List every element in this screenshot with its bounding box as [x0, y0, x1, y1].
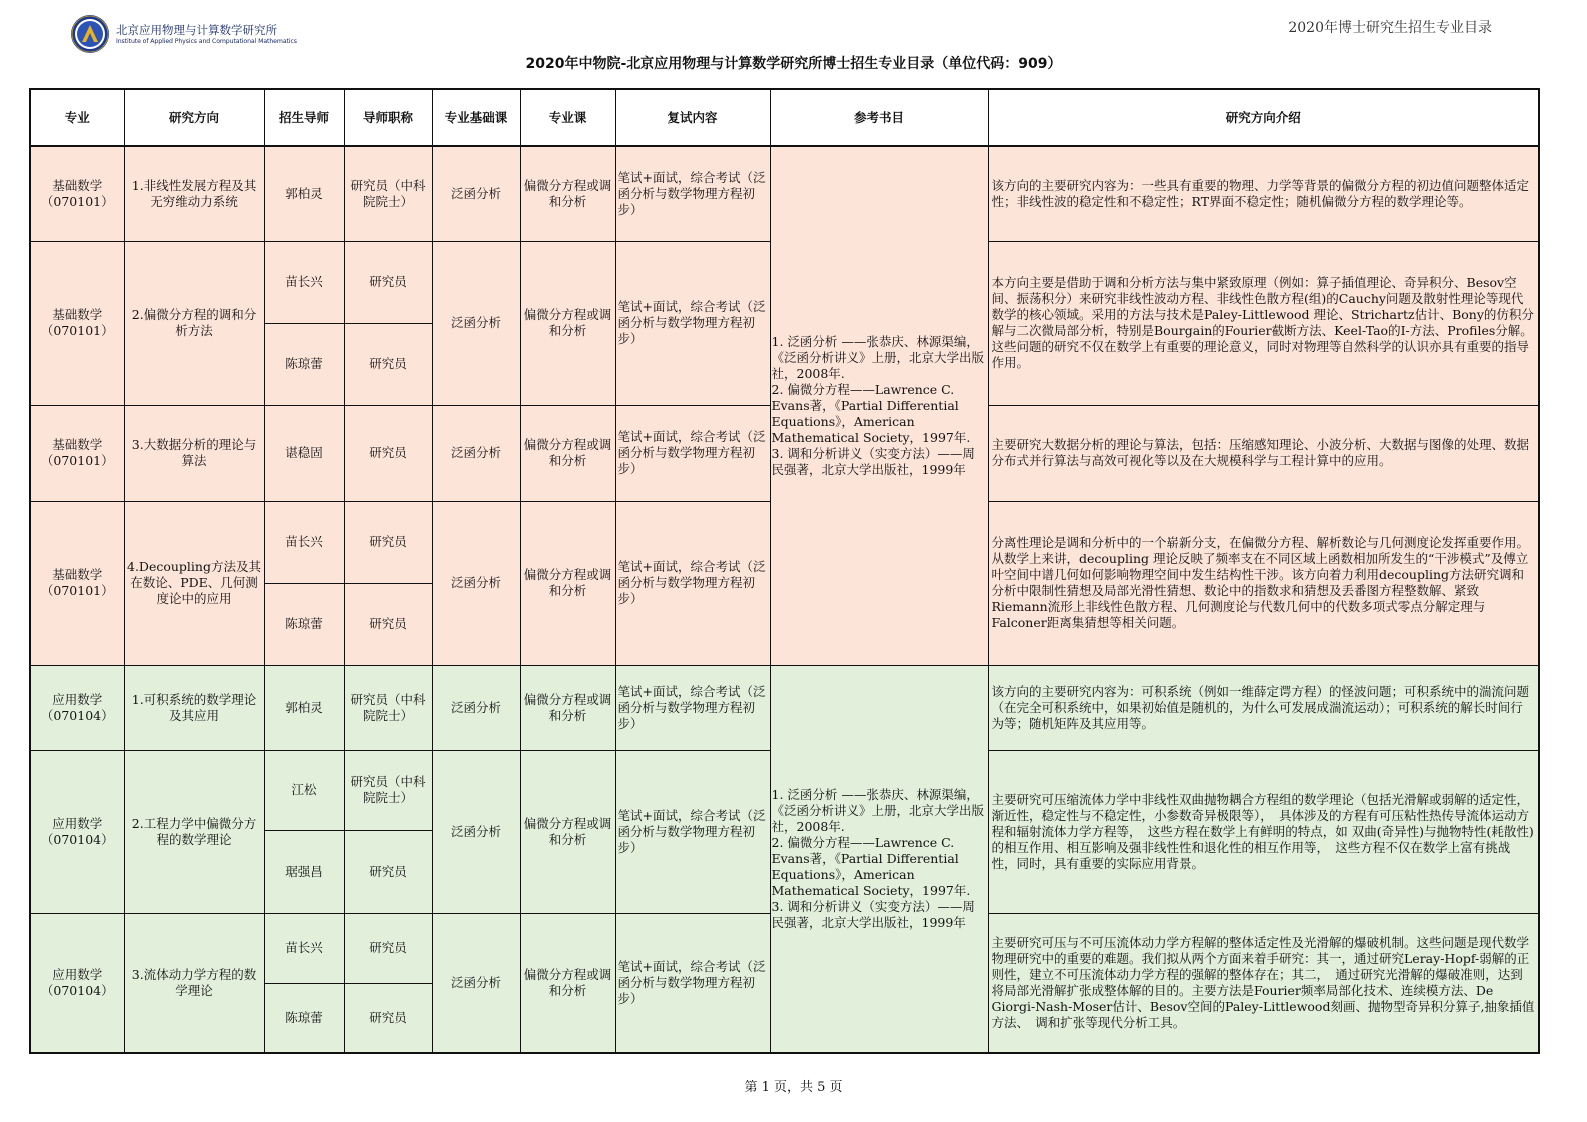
advisor-title: 研究员（中科院院士） [344, 750, 432, 830]
retest-cell: 笔试+面试，综合考试（泛函分析与数学物理方程初步） [615, 665, 770, 750]
col-header-retest: 复试内容 [615, 89, 770, 146]
intro-cell: 主要研究可压缩流体力学中非线性双曲抛物耦合方程组的数学理论（包括光滑解或弱解的适定性，渐近性，稳定性与不稳定性，小参数奇异极限等）， 具体涉及的方程有可压粘性热传导流体运动方程和辐射流体力学方程等， 这些方程在数学上有鲜明的特点，如 双曲(奇异性)与抛物特性(耗散性)的相互作用、相互影响及强非线性性和退化性的相互作用等， 这些方程不仅在数学上富有挑战性，同时，具有重要的实际应用背景。 [988, 750, 1539, 913]
advisor-title: 研究员 [344, 983, 432, 1053]
col-header-advisor-title: 导师职称 [344, 89, 432, 146]
direction-cell: 2.偏微分方程的调和分析方法 [124, 241, 264, 405]
catalog-table [29, 88, 1540, 1054]
major-cell: 基础数学（070101） [30, 501, 124, 665]
advisor-title: 研究员 [344, 501, 432, 583]
running-header: 2020年博士研究生招生专业目录 [1288, 20, 1492, 36]
major-cell: 基础数学（070101） [30, 146, 124, 241]
direction-cell: 3.大数据分析的理论与算法 [124, 405, 264, 501]
table-row [30, 665, 1539, 750]
major-course-cell: 偏微分方程或调和分析 [520, 241, 615, 405]
col-header-major-course: 专业课 [520, 89, 615, 146]
org-name-cn: 北京应用物理与计算数学研究所 [116, 23, 277, 37]
advisor-name: 郭柏灵 [264, 665, 344, 750]
advisor-name: 琚强昌 [264, 830, 344, 913]
basic-course-cell: 泛函分析 [432, 665, 520, 750]
advisor-name: 陈琼蕾 [264, 583, 344, 665]
reference-books-cell: 1. 泛函分析 ——张恭庆、林源渠编，《泛函分析讲义》上册，北京大学出版社，2008年. 2. 偏微分方程——Lawrence C. Evans著，《Partial Differential Equations》，American Mathematical Society，1997年. 3. 调和分析讲义（实变方法）——周民强著，北京大学出版社，1999年 [770, 665, 988, 1053]
advisor-title: 研究员 [344, 830, 432, 913]
institute-seal-icon [70, 14, 110, 54]
direction-cell: 2.工程力学中偏微分方程的数学理论 [124, 750, 264, 913]
retest-cell: 笔试+面试，综合考试（泛函分析与数学物理方程初步） [615, 241, 770, 405]
intro-cell: 本方向主要是借助于调和分析方法与集中紧致原理（例如：算子插值理论、奇异积分、Besov空间、振荡积分）来研究非线性波动方程、非线性色散方程(组)的Cauchy问题及散射性理论等现代数学的核心领域。采用的方法与技术是Paley-Littlewood 理论、Strichartz估计、Bony的仿积分解与二次微局部分析，特别是Bourgain的Fourier截断方法、Keel-Tao的I-方法、Profiles分解。这些问题的研究不仅在数学上有重要的理论意义，同时对物理等自然科学的认识亦具有重要的指导作用。 [988, 241, 1539, 405]
major-cell: 应用数学（070104） [30, 665, 124, 750]
reference-books-cell: 1. 泛函分析 ——张恭庆、林源渠编，《泛函分析讲义》上册，北京大学出版社，2008年. 2. 偏微分方程——Lawrence C. Evans著，《Partial Differential Equations》，American Mathematical Society，1997年. 3. 调和分析讲义（实变方法）——周民强著，北京大学出版社，1999年 [770, 146, 988, 665]
basic-course-cell: 泛函分析 [432, 405, 520, 501]
basic-course-cell: 泛函分析 [432, 241, 520, 405]
advisor-name: 郭柏灵 [264, 146, 344, 241]
advisor-name: 江松 [264, 750, 344, 830]
col-header-books: 参考书目 [770, 89, 988, 146]
advisor-name: 谌稳固 [264, 405, 344, 501]
direction-cell: 3.流体动力学方程的数学理论 [124, 913, 264, 1053]
advisor-name: 苗长兴 [264, 913, 344, 983]
advisor-title: 研究员 [344, 405, 432, 501]
page-number: 第 1 页，共 5 页 [744, 1080, 843, 1095]
major-course-cell: 偏微分方程或调和分析 [520, 405, 615, 501]
major-course-cell: 偏微分方程或调和分析 [520, 501, 615, 665]
basic-course-cell: 泛函分析 [432, 501, 520, 665]
retest-cell: 笔试+面试，综合考试（泛函分析与数学物理方程初步） [615, 146, 770, 241]
direction-cell: 1.非线性发展方程及其无穷维动力系统 [124, 146, 264, 241]
col-header-intro: 研究方向介绍 [988, 89, 1539, 146]
col-header-basic-course: 专业基础课 [432, 89, 520, 146]
advisor-name: 苗长兴 [264, 501, 344, 583]
intro-cell: 主要研究可压与不可压流体动力学方程解的整体适定性及光滑解的爆破机制。这些问题是现代数学物理研究中的重要的难题。我们拟从两个方面来着手研究：其一，通过研究Leray-Hopf-弱解的正则性，建立不可压流体动力学方程的强解的整体存在；其二， 通过研究光滑解的爆破准则，达到将局部光滑解扩张成整体解的目的。主要方法是Fourier频率局部化技术、连续模方法、De Giorgi-Nash-Moser估计、Besov空间的Paley-Littlewood刻画、抛物型奇异积分算子,抽象插值方法、 调和扩张等现代分析工具。 [988, 913, 1539, 1053]
major-cell: 基础数学（070101） [30, 405, 124, 501]
retest-cell: 笔试+面试，综合考试（泛函分析与数学物理方程初步） [615, 501, 770, 665]
advisor-title: 研究员 [344, 241, 432, 323]
basic-course-cell: 泛函分析 [432, 750, 520, 913]
table-header-row [30, 89, 1539, 146]
col-header-direction: 研究方向 [124, 89, 264, 146]
intro-cell: 该方向的主要研究内容为：可积系统（例如一维薛定谔方程）的怪波问题；可积系统中的湍流问题（在完全可积系统中，如果初始值是随机的，为什么可发展成湍流运动）；可积系统的解长时间行为等；随机矩阵及其应用等。 [988, 665, 1539, 750]
advisor-title: 研究员 [344, 323, 432, 405]
major-cell: 应用数学（070104） [30, 913, 124, 1053]
direction-cell: 4.Decoupling方法及其在数论、PDE、几何测度论中的应用 [124, 501, 264, 665]
basic-course-cell: 泛函分析 [432, 146, 520, 241]
advisor-name: 陈琼蕾 [264, 983, 344, 1053]
major-course-cell: 偏微分方程或调和分析 [520, 146, 615, 241]
advisor-title: 研究员（中科院院士） [344, 146, 432, 241]
retest-cell: 笔试+面试，综合考试（泛函分析与数学物理方程初步） [615, 405, 770, 501]
major-cell: 基础数学（070101） [30, 241, 124, 405]
major-cell: 应用数学（070104） [30, 750, 124, 913]
major-course-cell: 偏微分方程或调和分析 [520, 750, 615, 913]
major-course-cell: 偏微分方程或调和分析 [520, 665, 615, 750]
major-course-cell: 偏微分方程或调和分析 [520, 913, 615, 1053]
basic-course-cell: 泛函分析 [432, 913, 520, 1053]
retest-cell: 笔试+面试，综合考试（泛函分析与数学物理方程初步） [615, 750, 770, 913]
col-header-major: 专业 [30, 89, 124, 146]
advisor-name: 苗长兴 [264, 241, 344, 323]
org-name-en: Institute of Applied Physics and Computational Mathematics [116, 38, 297, 45]
intro-cell: 主要研究大数据分析的理论与算法，包括：压缩感知理论、小波分析、大数据与图像的处理、数据分布式并行算法与高效可视化等以及在大规模科学与工程计算中的应用。 [988, 405, 1539, 501]
col-header-advisor: 招生导师 [264, 89, 344, 146]
advisor-title: 研究员 [344, 583, 432, 665]
page-title: 2020年中物院-北京应用物理与计算数学研究所博士招生专业目录（单位代码：909） [525, 56, 1062, 72]
table-row [30, 146, 1539, 241]
intro-cell: 分离性理论是调和分析中的一个崭新分支，在偏微分方程、解析数论与几何测度论发挥重要作用。从数学上来讲，decoupling 理论反映了频率支在不同区域上函数相加所发生的“干涉模式”及傅立叶空间中谱几何如何影响物理空间中发生结构性干涉。该方向着力利用decoupling方法研究调和分析中限制性猜想及局部光滑性猜想、数论中的指数求和猜想及丢番图方程整数解、紧致Riemann流形上非线性色散方程、几何测度论与代数几何中的代数多项式零点分解定理与Falconer距离集猜想等相关问题。 [988, 501, 1539, 665]
advisor-name: 陈琼蕾 [264, 323, 344, 405]
retest-cell: 笔试+面试，综合考试（泛函分析与数学物理方程初步） [615, 913, 770, 1053]
intro-cell: 该方向的主要研究内容为：一些具有重要的物理、力学等背景的偏微分方程的初边值问题整体适定性；非线性波的稳定性和不稳定性；RT界面不稳定性；随机偏微分方程的数学理论等。 [988, 146, 1539, 241]
advisor-title: 研究员（中科院院士） [344, 665, 432, 750]
direction-cell: 1.可积系统的数学理论及其应用 [124, 665, 264, 750]
advisor-title: 研究员 [344, 913, 432, 983]
